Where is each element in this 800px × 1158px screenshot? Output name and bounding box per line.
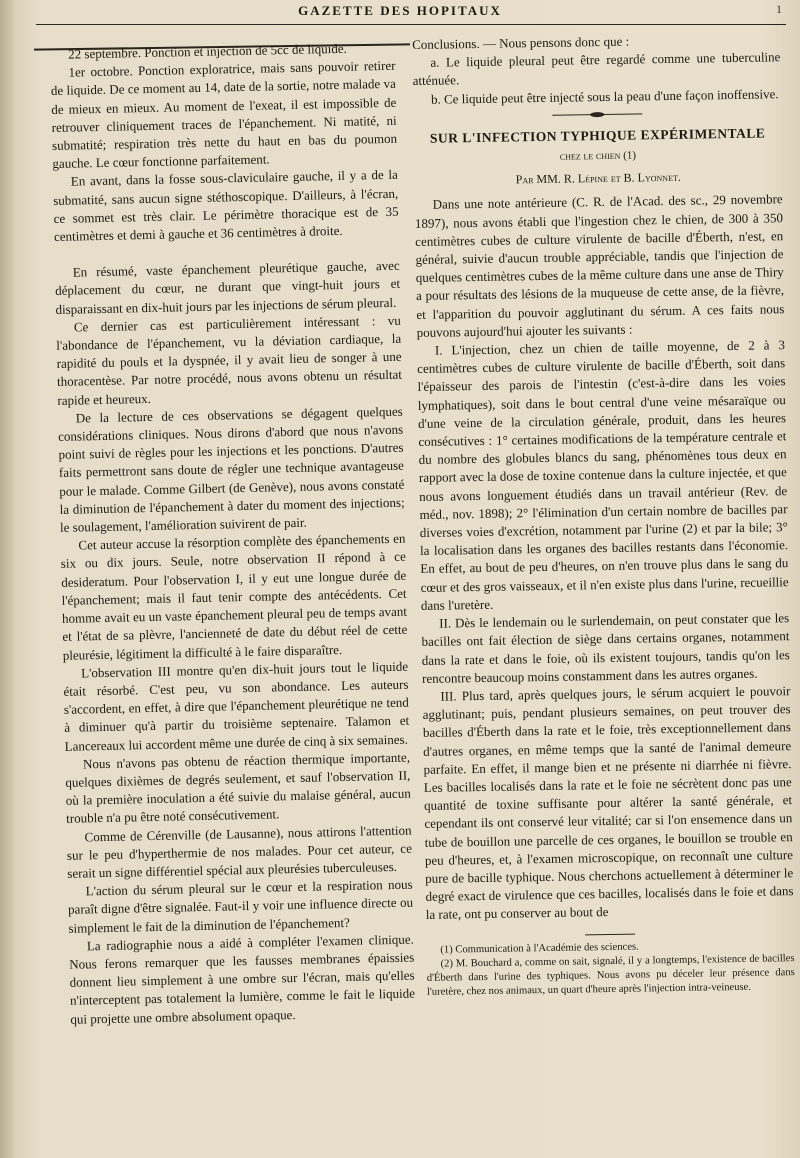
left-line: 1er octobre. Ponction exploratrice, mais sans pouvoir retirer de liquide. De ce moment au 14, date de la sortie, notre malade va de mieux en mieux. Au moment de l'exeat, il est impossible de retrouver cliniquement traces de l'épanchement. Ni matité, ni submatité; respiration très nette du haut en bas du poumon gauche. Le cœur fonctionne parfaitement. (50, 57, 398, 172)
left-paragraph: En résumé, vaste épanchement pleurétique gauche, avec déplacement du cœur, ne durant que vingt-huit jours et disparaissant en dix-huit jours par les injections de sérum pleural. (54, 257, 401, 317)
left-paragraph: Cet auteur accuse la résorption complète des épanchements en six ou dix jours. Seule, notre observation II répond à ce desideratum. Pour l'observation I, il y eut une longue durée de l'épanchement; mais il faut tenir compte des antécédents. Cet homme avait eu un vaste épanchement pleural peu de temps avant et l'état de sa plèvre, l'ancienneté de date du début réel de cette pleurésie, légitiment la difficulté à le faire disparaître. (60, 530, 408, 663)
article-subtitle: chez le chien (1) (559, 149, 637, 163)
right-paragraph: II. Dès le lendemain ou le surlendemain, on peut constater que les bacilles ont fait élection de siège dans certains organes, notamment dans la rate et dans le foie, où ils existent toujours, tandis qu'on les rencontre beaucoup moins constamment dans les autres organes. (421, 610, 790, 686)
conclusions-heading: Conclusions. — Nous pensons donc que : (412, 33, 630, 52)
left-line: 22 septembre. Ponction et injection de 5cc de liquide. (68, 40, 347, 62)
right-paragraph: Dans une note antérieure (C. R. de l'Acad. des sc., 29 novembre 1897), nous avons établi que l'ingestion chez le chien, de 300 à 350 centimètres cubes de culture virulente de bacille d'Éberth, n'est, en général, suivie d'aucun trouble appréciable, tandis que l'injection de quelques centimètres cubes de la même culture dans une anse de Thiry a pour résultats des lésions de la muqueuse de cette anse, de la fièvre, et l'apparition du pouvoir agglutinant du sérum. A ces faits nous pouvons aujourd'hui ajouter les suivants : (414, 191, 785, 340)
footnote-rule (585, 933, 635, 935)
article-authors: Par MM. R. Lépine et B. Lyonnet. (515, 170, 681, 187)
right-paragraph: III. Plus tard, après quelques jours, le sérum acquiert le pouvoir agglutinant; puis, pendant plusieurs semaines, on peut trouver des bacilles d'Éberth dans la rate et le foie, très exceptionnellement dans d'autres organes, en même temps que la santé de l'animal demeure parfaite. En effet, il mange bien et ne présente ni diarrhée ni fièvre. Les bacilles localisés dans la rate et le foie ne sécrètent donc pas une quantité de toxine suffisante pour altérer la santé générale, et cependant ils ont conservé leur vitalité; car si l'on ensemence dans un tube de bouillon une parcelle de ces organes, le bouillon se trouble en peu d'heures, et, à l'examen microscopique, on reconnaît une culture pure de bacille typhique. Nous cherchons actuellement à déterminer le degré exact de virulence que ces bacilles, localisés dans le foie et dans la rate, ont pu conserver au bout de (422, 683, 794, 923)
left-paragraph: Nous n'avons pas obtenu de réaction thermique importante, quelques dixièmes de degrés seulement, et sauf l'observation II, où la première inoculation a été suivie du malaise général, aucun trouble n'a pu être noté consécutivement. (65, 749, 411, 827)
left-paragraph: Comme de Cérenville (de Lausanne), nous attirons l'attention sur le peu d'hyperthermie de nos malades. Pour cet auteur, ce serait un signe différentiel spécial aux pleurésies tuberculeuses. (66, 822, 413, 881)
left-paragraph: De la lecture de ces observations se dégagent quelques considérations cliniques. Nous dirons d'abord que nous n'avons point suivi de règles pour les injections et les ponctions. D'autres faits permettront sans doute de régler une technique avantageuse pour le malade. Comme Gilbert (de Genève), nous avons constaté la diminution de l'épanchement à dater du moment des injections; le soulagement, l'amélioration suivirent de pair. (58, 403, 405, 535)
left-line: En avant, dans la fosse sous-claviculaire gauche, il y a de la submatité, sans aucun signe stéthoscopique. D'ailleurs, à l'écran, ce sommet est très clair. Le périmètre thoracique est de 35 centimètres et demi à gauche et 36 centimètres à droite. (53, 167, 399, 244)
journal-title: GAZETTE DES HOPITAUX (298, 3, 502, 18)
left-column (50, 39, 416, 1029)
footnote: (1) Communication à l'Académie des sciences. (440, 941, 639, 956)
footnotes (426, 938, 795, 1000)
left-paragraph: Ce dernier cas est particulièrement intéressant : vu l'abondance de l'épanchement, vu la déviation cardiaque, la rapidité du pouls et la dyspnée, il y avait lieu de songer à une thoracentèse. Par notre procédé, nous avons obtenu un résultat rapide et heureux. (56, 312, 403, 408)
page-number: 1 (776, 2, 782, 16)
right-column (412, 30, 795, 999)
footnote: (2) M. Bouchard a, comme on sait, signalé, il y a longtemps, l'existence de bacilles d'Éberth dans l'urine des typhiques. Nous avons pu déceler leur présence dans l'uretère, chez nos animaux, un quart d'heure après l'injection intra-veineuse. (426, 952, 795, 998)
article-title: SUR L'INFECTION TYPHIQUE EXPÉRIMENTALE (429, 125, 766, 146)
section-divider (552, 113, 642, 115)
left-paragraph: L'action du sérum pleural sur le cœur et la respiration nous paraît digne d'être signalée. Faut-il y voir une influence directe ou simplement le fait de la diminution de l'épanchement? (67, 876, 414, 936)
conclusion-item: a. Le liquide pleural peut être regardé comme une tuberculine atténuée. (412, 49, 781, 89)
page-spine-shadow (0, 0, 14, 1158)
conclusion-item: b. Ce liquide peut être injecté sous la peau d'une façon inoffensive. (430, 85, 779, 107)
page-header (0, 2, 800, 24)
left-paragraph: L'observation III montre qu'en dix-huit jours tout le liquide était résorbé. C'est peu, vu son abondance. Les auteurs s'accordent, en effet, à dire que l'épanchement pleurétique ne tend à diminuer qu'à partir du troisième septenaire. Talamon et Lancereaux lui accordent même une durée de cinq à six semaines. (63, 658, 410, 754)
header-rule (36, 24, 786, 25)
right-paragraph: I. L'injection, chez un chien de taille moyenne, de 2 à 3 centimètres cubes de culture virulente de bacille d'Éberth, soit dans l'épaisseur des parois de l'intestin (c'est-à-dire dans les voies lymphatiques), soit dans le bout central d'une veine mésaraïque ou d'une veine de la circulation générale, produit, dans les heures consécutives : 1° certaines modifications de la température centrale et du nombre des globules blancs du sang, phénomènes tous deux en rapport avec la dose de toxine contenue dans la culture injectée, et que nous avons longuement étudiés dans un travail antérieur (Rev. de méd., nov. 1898); 2° l'élimination d'un certain nombre de bacilles par diverses voies d'excrétion, notamment par l'urine (2) et par la bile; 3° la localisation dans les organes des bacilles restants dans l'économie. En effet, au bout de peu d'heures, on n'en trouve plus dans le sang du cœur et des gros vaisseaux, et il n'en existe plus dans l'urine, recueillie dans l'uretère. (417, 337, 789, 613)
left-paragraph: La radiographie nous a aidé à compléter l'examen clinique. Nous ferons remarquer que les fausses membranes épaissies donnent lieu simplement à une ombre sur l'écran, mais qu'elles n'interceptent pas totalement la lumière, comme le fait le liquide qui projette une ombre absolument opaque. (69, 931, 416, 1027)
